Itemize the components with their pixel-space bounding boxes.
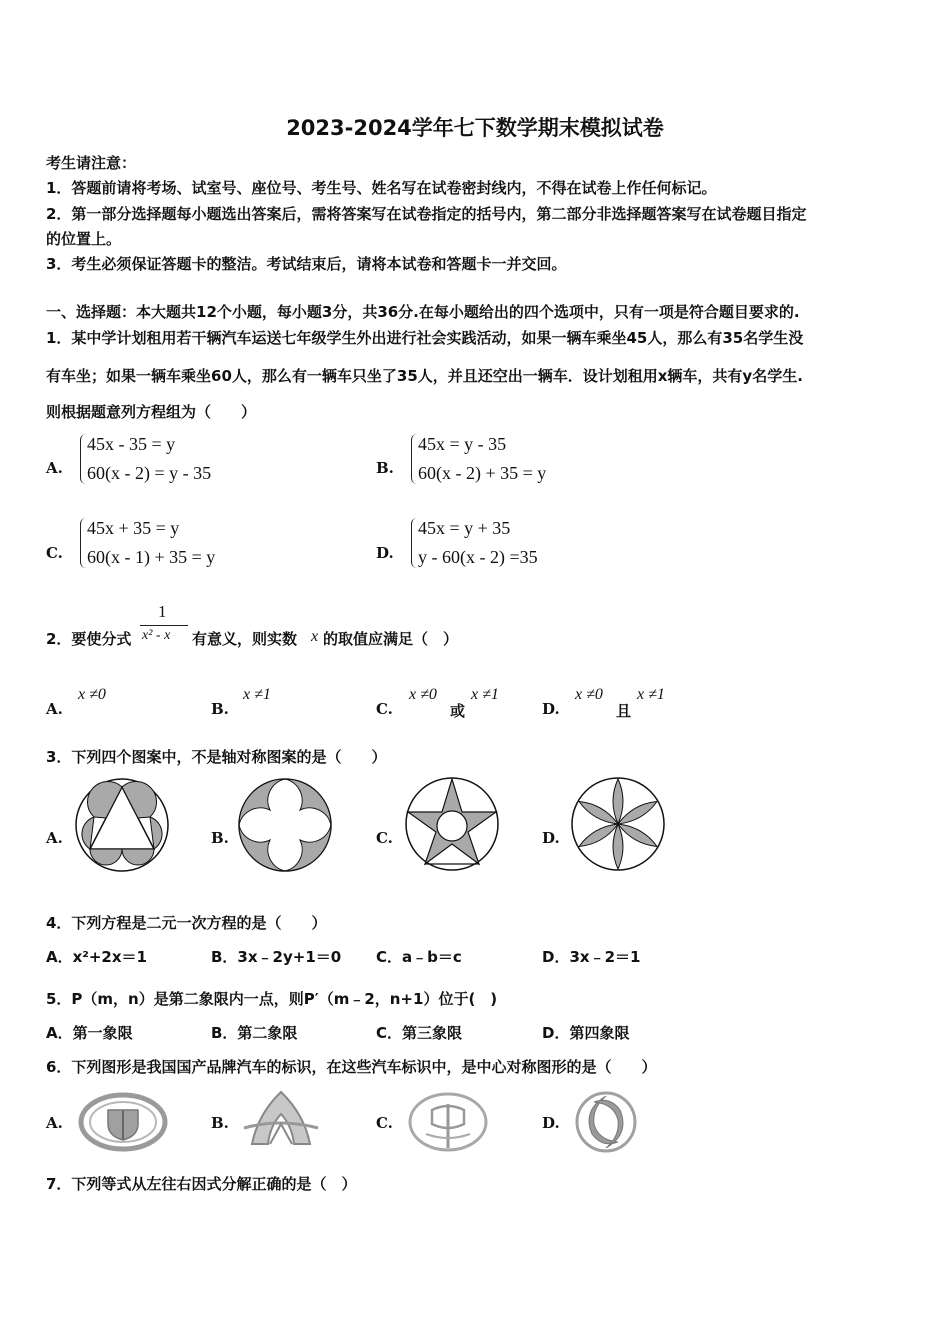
option-label: A. [46,1114,63,1132]
page-title: 2023-2024学年七下数学期末模拟试卷 [286,116,664,140]
option-label: B. [211,700,229,718]
equation-line: 60(x - 2) + 35 = y [418,463,547,483]
car-logo-a [78,1092,168,1152]
fraction-bar [140,625,188,626]
car-logo-c [406,1090,490,1154]
option-text: B．第二象限 [211,1024,298,1042]
notice-heading: 考生请注意： [46,154,137,172]
option-math: x ≠0 [78,686,106,703]
question-text: 1．某中学计划租用若干辆汽车运送七年级学生外出进行社会实践活动，如果一辆车乘坐45人，那么有35名学生没 [46,329,804,347]
notice-item: 1．答题前请将考场、试室号、座位号、考生号、姓名写在试卷密封线内，不得在试卷上作任何标记。 [46,179,717,197]
option-text: D．3x﹣2＝1 [542,948,641,966]
option-label: D. [376,544,394,562]
question-text: 4．下列方程是二元一次方程的是（ ） [46,914,327,932]
option-conjunction: 或 [450,702,466,720]
question-text: 6．下列图形是我国国产品牌汽车的标识，在这些汽车标识中，是中心对称图形的是（ ） [46,1058,657,1076]
option-label: C. [376,700,393,718]
option-text: C．a﹣b＝c [376,948,462,966]
equation-line: y - 60(x - 2) =35 [418,547,538,567]
question-text: 的取值应满足（ ） [323,630,459,648]
question-text: 则根据题意列方程组为（ ） [46,403,257,421]
equation-line: 45x = y + 35 [418,518,511,538]
question-text: 5．P（m，n）是第二象限内一点，则P′（m﹣2，n+1）位于( ) [46,990,498,1008]
option-label: D. [542,829,560,847]
equation-line: 45x - 35 = y [87,434,176,454]
question-text: 7．下列等式从左往右因式分解正确的是（ ） [46,1175,357,1193]
section-heading: 一、选择题：本大题共12个小题，每小题3分，共36分.在每小题给出的四个选项中，只有一项是符合题目要求的. [46,303,800,321]
notice-item: 3．考生必须保证答题卡的整洁。考试结束后，请将本试卷和答题卡一并交回。 [46,255,567,273]
fraction-denominator: x² - x [142,628,171,643]
option-conjunction: 且 [616,702,632,720]
option-label: D. [542,1114,560,1132]
question-text: 2．要使分式 [46,630,132,648]
option-text: C．第三象限 [376,1024,463,1042]
option-math: x ≠1 [637,686,665,703]
option-math: x ≠0 [575,686,603,703]
figure-triangle-pattern [74,777,170,873]
question-text: 有意义，则实数 [192,630,298,648]
equation-line: 45x = y - 35 [418,434,507,454]
option-label: C. [376,1114,393,1132]
figure-star-pattern [404,776,500,872]
option-label: A. [46,700,63,718]
car-logo-b [240,1088,322,1154]
variable: x [311,628,319,645]
notice-item: 2．第一部分选择题每小题选出答案后，需将答案写在试卷指定的括号内，第二部分非选择题答案写在试卷题目指定 [46,205,807,223]
equation-line: 45x + 35 = y [87,518,180,538]
option-label: C. [376,829,393,847]
equation-line: 60(x - 1) + 35 = y [87,547,216,567]
option-math: x ≠1 [243,686,271,703]
option-math: x ≠0 [409,686,437,703]
figure-pinwheel-pattern [238,778,332,872]
option-text: A．x²+2x＝1 [46,948,147,966]
car-logo-d [574,1090,638,1154]
question-text: 3．下列四个图案中，不是轴对称图案的是（ ） [46,748,387,766]
figure-flower-pattern [570,776,666,872]
option-label: A. [46,459,63,477]
equation-line: 60(x - 2) = y - 35 [87,463,212,483]
option-math: x ≠1 [471,686,499,703]
option-text: A．第一象限 [46,1024,133,1042]
option-label: B. [211,829,229,847]
option-label: C. [46,544,63,562]
notice-item: 的位置上。 [46,230,122,248]
option-label: D. [542,700,560,718]
option-text: D．第四象限 [542,1024,630,1042]
question-text: 有车坐；如果一辆车乘坐60人，那么有一辆车只坐了35人，并且还空出一辆车．设计划租用x辆车，共有y名学生. [46,367,803,385]
option-label: A. [46,829,63,847]
option-text: B．3x﹣2y+1＝0 [211,948,342,966]
option-label: B. [376,459,394,477]
option-label: B. [211,1114,229,1132]
fraction-numerator: 1 [158,602,167,621]
